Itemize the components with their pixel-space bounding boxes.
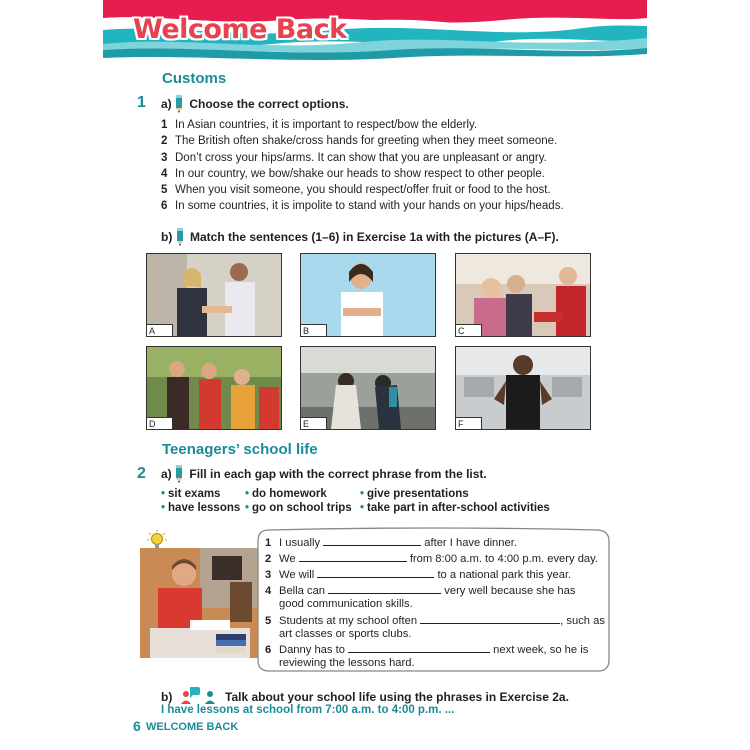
exercise-2b-instruction [161,686,569,706]
picture-a-handshake: A [146,253,282,337]
sentence-item: 4 In our country, we bow/shake our heads to show respect to other people. [161,167,545,180]
exercise-2b-label: b) [161,690,173,704]
phrase-item: • go on school trips [245,502,352,514]
gap-sentence-3: 3 We will to a national park this year. [265,569,572,581]
exercise-2a-text: Fill in each gap with the correct phrase from the list. [189,467,487,481]
answer-blank[interactable] [317,567,434,578]
sentence-item: 5 When you visit someone, you should respect/offer fruit or food to the host. [161,184,551,197]
answer-blank[interactable] [328,583,441,594]
picture-d-bowing-heads: D [146,346,282,430]
gap-sentence-6-line2: reviewing the lessons hard. [279,657,415,669]
picture-c-offering-fruit: C [455,253,591,337]
speaking-people-icon [180,686,218,706]
answer-blank[interactable] [323,535,421,546]
page-number: 6 [133,718,141,734]
gap-sentence-5-line2: art classes or sports clubs. [279,628,412,640]
gap-sentence-6: 6 Danny has to next week, so he is [265,644,589,656]
answer-blank[interactable] [348,642,490,653]
page-title: Welcome Back [133,14,347,45]
sentence-item: 1 In Asian countries, it is important to respect/bow the elderly. [161,119,478,131]
gap-sentence-4: 4 Bella can very well because she has [265,585,576,597]
pencil-icon [175,95,183,113]
gap-sentence-1: 1 I usually after I have dinner. [265,537,517,549]
gap-sentence-4-line2: good communication skills. [279,598,413,610]
pencil-icon [176,228,184,246]
exercise-2a-label: a) [161,467,172,481]
picture-e-japanese-bow: E [300,346,436,430]
answer-blank[interactable] [420,613,560,624]
gap-sentence-2: 2 We from 8:00 a.m. to 4:00 p.m. every day. [265,553,599,565]
exercise-1b-label: b) [161,230,173,244]
exercise-2b-text: Talk about your school life using the phrases in Exercise 2a. [225,690,569,704]
phrase-item: • take part in after-school activities [360,502,550,514]
section-title-customs: Customs [162,70,227,87]
example-answer: I have lessons at school from 7:00 a.m. to 4:00 p.m. ... [161,704,455,716]
phrase-item: • sit exams [161,488,221,500]
phrase-item: • do homework [245,488,327,500]
student-photo [140,548,262,658]
gap-sentence-5: 5 Students at my school often , such as [265,615,605,627]
sentence-item: 6 In some countries, it is impolite to stand with your hands on your hips/heads. [161,200,564,213]
pencil-icon [175,465,183,483]
exercise-1b-text: Match the sentences (1–6) in Exercise 1a with the pictures (A–F). [190,230,559,244]
exercise-1b-instruction [161,228,559,246]
footer-label: WELCOME BACK [146,721,239,733]
exercise-1a-label: a) [161,97,172,111]
exercise-1a-sentence-list [161,117,601,215]
exercise-2a-instruction [161,465,487,483]
exercise-1a-text: Choose the correct options. [189,97,349,111]
phrase-item: • give presentations [360,488,469,500]
phrase-item: • have lessons [161,502,241,514]
exercise-2-number: 2 [137,465,146,482]
section-title-teenagers: Teenagers’ school life [162,441,318,458]
sentence-item: 2 The British often shake/cross hands for greeting when they meet someone. [161,135,558,148]
exercise-1a-instruction [161,95,349,113]
exercise-1-number: 1 [137,94,146,111]
picture-f-hands-on-hips: F [455,346,591,430]
answer-blank[interactable] [299,551,407,562]
header-banner [103,0,647,70]
picture-b-crossed-arms: B [300,253,436,337]
sentence-item: 3 Don’t cross your hips/arms. It can show that you are unpleasant or angry. [161,151,547,164]
